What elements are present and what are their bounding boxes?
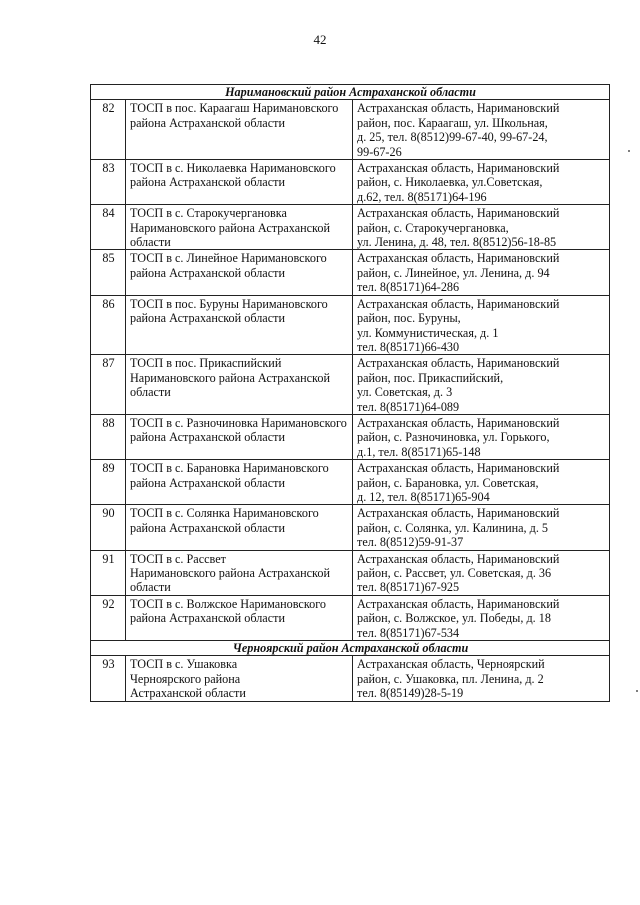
row-number: 93 <box>91 656 126 701</box>
table-row <box>91 460 610 505</box>
table-row <box>91 656 610 701</box>
office-address: Астраханская область, Наримановский район, с. Волжское, ул. Победы, д. 18 тел. 8(85171)67-534 <box>353 595 610 640</box>
scan-speck <box>636 690 638 692</box>
office-address: Астраханская область, Наримановский район, с. Солянка, ул. Калинина, д. 5 тел. 8(8512)59-91-37 <box>353 505 610 550</box>
office-name: ТОСП в с. Рассвет Наримановского района Астраханской области <box>126 550 353 595</box>
section-header-row <box>91 641 610 656</box>
table-row <box>91 250 610 295</box>
row-number: 82 <box>91 100 126 160</box>
office-address: Астраханская область, Наримановский район, с. Николаевка, ул.Советская, д.62, тел. 8(85171)64-196 <box>353 160 610 205</box>
office-address: Астраханская область, Наримановский район, с. Линейное, ул. Ленина, д. 94 тел. 8(85171)64-286 <box>353 250 610 295</box>
office-name: ТОСП в пос. Караагаш Наримановского района Астраханской области <box>126 100 353 160</box>
row-number: 89 <box>91 460 126 505</box>
table-row <box>91 100 610 160</box>
table-row <box>91 505 610 550</box>
office-name: ТОСП в с. Линейное Наримановского района Астраханской области <box>126 250 353 295</box>
section-title: Наримановский район Астраханской области <box>91 85 610 100</box>
row-number: 86 <box>91 295 126 355</box>
registry-table <box>90 84 610 702</box>
row-number: 92 <box>91 595 126 640</box>
office-address: Астраханская область, Черноярский район, с. Ушаковка, пл. Ленина, д. 2 тел. 8(85149)28-5-19 <box>353 656 610 701</box>
section-title: Черноярский район Астраханской области <box>91 641 610 656</box>
office-address: Астраханская область, Наримановский район, с. Разночиновка, ул. Горького, д.1, тел. 8(85171)65-148 <box>353 414 610 459</box>
scan-speck <box>628 150 630 152</box>
table-row <box>91 160 610 205</box>
section-header-row <box>91 85 610 100</box>
office-name: ТОСП в с. Барановка Наримановского района Астраханской области <box>126 460 353 505</box>
table-row <box>91 205 610 250</box>
office-address: Астраханская область, Наримановский район, пос. Буруны, ул. Коммунистическая, д. 1 тел. 8(85171)66-430 <box>353 295 610 355</box>
office-name: ТОСП в с. Разночиновка Наримановского района Астраханской области <box>126 414 353 459</box>
page-number: 42 <box>313 32 327 47</box>
office-name: ТОСП в с. Старокучергановка Наримановского района Астраханской области <box>126 205 353 250</box>
office-address: Астраханская область, Наримановский район, пос. Прикаспийский, ул. Советская, д. 3 тел. 8(85171)64-089 <box>353 355 610 415</box>
row-number: 87 <box>91 355 126 415</box>
office-name: ТОСП в с. Ушаковка Черноярского района Астраханской области <box>126 656 353 701</box>
office-address: Астраханская область, Наримановский район, с. Барановка, ул. Советская, д. 12, тел. 8(85171)65-904 <box>353 460 610 505</box>
table-row <box>91 550 610 595</box>
office-address: Астраханская область, Наримановский район, пос. Караагаш, ул. Школьная, д. 25, тел. 8(8512)99-67-40, 99-67-24, 99-67-26 <box>353 100 610 160</box>
table-row <box>91 355 610 415</box>
office-address: Астраханская область, Наримановский район, с. Рассвет, ул. Советская, д. 36 тел. 8(85171)67-925 <box>353 550 610 595</box>
row-number: 88 <box>91 414 126 459</box>
office-name: ТОСП в с. Солянка Наримановского района Астраханской области <box>126 505 353 550</box>
row-number: 85 <box>91 250 126 295</box>
office-name: ТОСП в с. Волжское Наримановского района Астраханской области <box>126 595 353 640</box>
office-name: ТОСП в с. Николаевка Наримановского района Астраханской области <box>126 160 353 205</box>
office-name: ТОСП в пос. Буруны Наримановского района Астраханской области <box>126 295 353 355</box>
row-number: 84 <box>91 205 126 250</box>
office-name: ТОСП в пос. Прикаспийский Наримановского района Астраханской области <box>126 355 353 415</box>
table-row <box>91 414 610 459</box>
row-number: 91 <box>91 550 126 595</box>
row-number: 90 <box>91 505 126 550</box>
table-row <box>91 295 610 355</box>
table-row <box>91 595 610 640</box>
row-number: 83 <box>91 160 126 205</box>
office-address: Астраханская область, Наримановский район, с. Старокучергановка, ул. Ленина, д. 48, тел. 8(8512)56-18-85 <box>353 205 610 250</box>
